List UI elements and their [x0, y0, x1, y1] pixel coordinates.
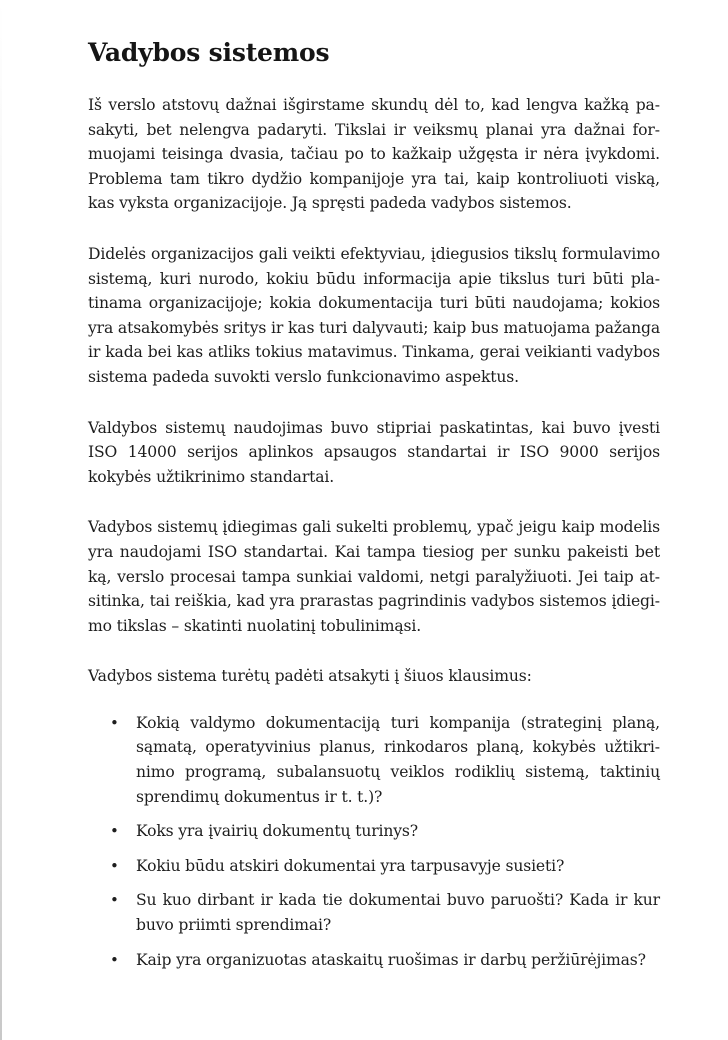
list-intro: Vadybos sistema turėtų padėti atsakyti į šiuos klausimus:: [88, 667, 532, 686]
list-item: [88, 948, 660, 973]
question-list: [88, 711, 660, 972]
list-item-text: Kaip yra organizuotas ataskaitų ruošimas ir darbų peržiūrėjimas?: [136, 950, 646, 969]
paragraph: Valdybos sistemų naudojimas buvo stipriai paskatintas, kai buvo įvesti ISO 14000 serijos aplinkos apsaugos standartai ir ISO 9000 serijos kokybės užtikrinimo standartai.: [88, 418, 660, 486]
body-text: [88, 93, 660, 982]
paragraph: Vadybos sistemų įdiegimas gali sukelti problemų, ypač jeigu kaip modelis yra naudojami ISO standartai. Kai tampa tiesiog per sunku pakeisti bet ką, verslo procesai tampa sunkiai valdomi, netgi paralyžiuoti. Jei taip atsitinka, tai reiškia, kad yra prarastas pagrindinis vadybos sistemos įdiegimo tikslas – skatinti nuolatinį tobulinimąsi.: [88, 518, 660, 635]
list-item-text: Su kuo dirbant ir kada tie dokumentai buvo paruošti? Kada ir kur buvo priimti sprendimai?: [136, 891, 660, 935]
list-item: [88, 711, 660, 809]
bullet-icon: •: [110, 891, 119, 910]
list-item: [88, 854, 660, 879]
list-item-text: Kokiu būdu atskiri dokumentai yra tarpusavyje susieti?: [136, 856, 565, 875]
bullet-icon: •: [110, 713, 119, 732]
paragraph: Didelės organizacijos gali veikti efektyviau, įdiegusios tikslų formulavimo sistemą, kuri nurodo, kokiu būdu informacija apie tikslus turi būti platinama organizacijoje; kokia dokumentacija turi būti naudojama; kokios yra atsakomybės sritys ir kas turi dalyvauti; kaip bus matuojama pažanga ir kada bei kas atliks tokius matavimus. Tinkama, gerai veikianti vadybos sistema padeda suvokti verslo funkcionavimo aspektus.: [88, 244, 660, 386]
list-item: [88, 819, 660, 844]
paragraph: Iš verslo atstovų dažnai išgirstame skundų dėl to, kad lengva kažką pasakyti, bet nelengva padaryti. Tikslai ir veiksmų planai yra dažnai formuojami teisinga dvasia, tačiau po to kažkaip užgęsta ir nėra įvykdomi. Problema tam tikro dydžio kompanijoje yra tai, kaip kontroliuoti viską, kas vyksta organizacijoje. Ją spręsti padeda vadybos sistemos.: [88, 96, 660, 213]
bullet-icon: •: [110, 950, 119, 969]
list-item-text: Koks yra įvairių dokumentų turinys?: [136, 822, 418, 841]
bullet-icon: •: [110, 856, 119, 875]
page-title: Vadybos sistemos: [88, 38, 330, 67]
list-item: [88, 888, 660, 937]
page-edge-shadow: [0, 0, 2, 1040]
list-item-text: Kokią valdymo dokumentaciją turi kompanija (strateginį planą, sąmatą, operatyvinius planus, rinkodaros planą, kokybės užtikrinimo programą, subalansuotų veiklos rodiklių sistemą, taktinių sprendimų dokumentus ir t. t.)?: [136, 713, 660, 806]
bullet-icon: •: [110, 822, 119, 841]
